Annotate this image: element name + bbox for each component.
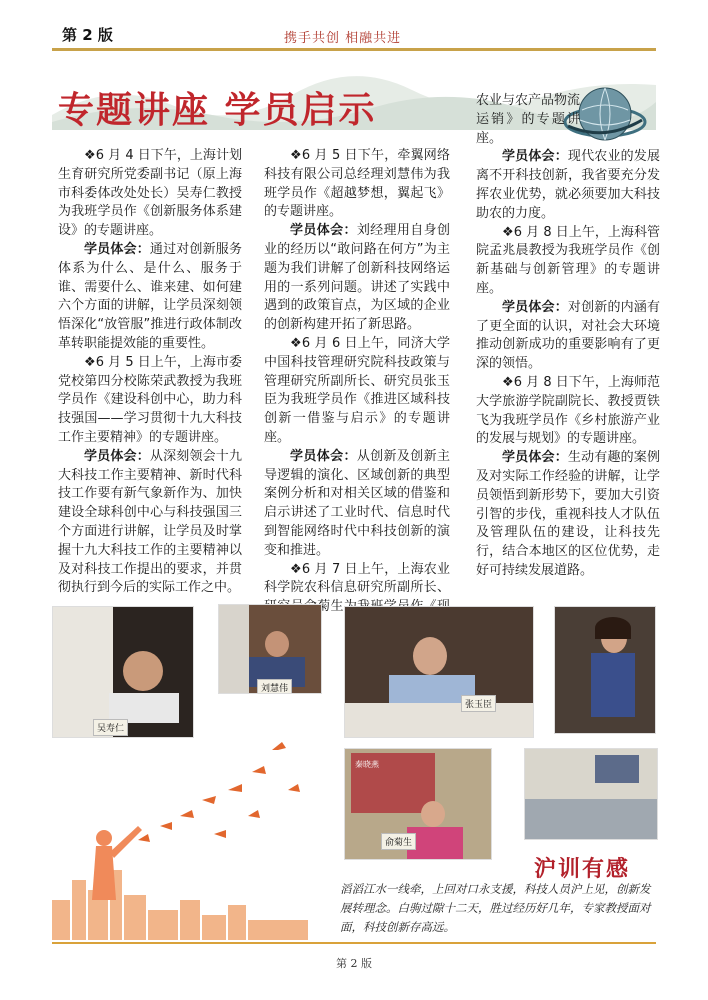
photo-person-head (123, 651, 163, 691)
paragraph-text: 通过对创新服务体系为什么、是什么、服务于谁、需要什么、谁来建、如何建六个方面的讲解，让学员深刻领悟深化“放管服”推进行政体制改革转职能提效能的重要性。 (58, 241, 242, 351)
photo-person-head (265, 631, 289, 657)
photo-person-head (421, 801, 445, 827)
nameplate: 张玉臣 (461, 695, 496, 712)
paragraph (476, 148, 660, 223)
paragraph (264, 147, 450, 222)
edition-label: 第 2 版 (62, 26, 113, 44)
paragraph (58, 354, 242, 448)
birds-silhouette-illustration (52, 730, 342, 940)
header-slogan: 携手共创 相融共进 (284, 31, 402, 46)
paragraph-text: 对创新的内涵有了更全面的认识，对社会大环境推动创新成功的重要影响有了更深的领悟。 (476, 299, 660, 372)
paragraph (476, 224, 660, 299)
motto-title: 沪训有感 (534, 856, 631, 882)
photo-person-hair (595, 617, 631, 639)
lecture-photo-1 (52, 606, 194, 738)
experience-label: 学员体会： (502, 299, 568, 315)
paragraph (58, 147, 242, 241)
experience-label: 学员体会： (290, 448, 357, 464)
page-title: 专题讲座 学员启示 (58, 90, 377, 131)
page-number: 第 2 版 (336, 957, 372, 970)
screen-caption: 秦晓燕 (355, 760, 379, 769)
paragraph-text: ❖6 月 4 日下午，上海计划生育研究所党委副书记（原上海市科委体改处处长）吴寿仁教授为我班学员作《创新服务体系建设》的专题讲座。 (58, 148, 242, 239)
article-column-2 (264, 147, 450, 636)
paragraph-text: ❖6 月 8 日下午，上海师范大学旅游学院副院长、教授贾铁飞为我班学员作《乡村旅游产业的发展与规划》的专题讲座。 (476, 374, 660, 447)
lecture-photo-5 (344, 748, 492, 860)
lecture-photo-6 (524, 748, 658, 840)
paragraph (58, 448, 242, 598)
experience-label: 学员体会： (502, 450, 568, 466)
footer-rule (52, 942, 656, 944)
paragraph (264, 335, 450, 448)
lecture-photo-3 (344, 606, 534, 738)
nameplate: 吴寿仁 (93, 719, 128, 736)
photo-desk (345, 703, 533, 737)
paragraph (264, 222, 450, 335)
paragraph-text: 现代农业的发展离不开科技创新，我省要充分发挥农业优势，就必须要加大科技助农的力度。 (476, 149, 660, 221)
paragraph-text: 从创新及创新主导逻辑的演化、区域创新的典型案例分析和对相关区域的借鉴和启示讲述了工业时代、信息时代到智能网络时代中科技创新的演变和推进。 (264, 448, 450, 558)
paragraph-text: 农业与农产品物流运销》的专题讲座。 (476, 93, 581, 146)
paragraph-text: 刘经理用自身创业的经历以“敢问路在何方”为主题为我们讲解了创新科技网络运用的一系列问题。讲述了实践中遇到的政策盲点，为区域的企业的创新构建开拓了新思路。 (264, 223, 450, 333)
photo-screen (53, 607, 113, 737)
photo-person-body (591, 653, 635, 717)
paragraph-text: ❖6 月 8 日上午，上海科管院孟兆晨教授为我班学员作《创新基础与创新管理》的专题讲座。 (476, 224, 660, 296)
nameplate: 刘慧伟 (257, 679, 292, 694)
paragraph-text: 生动有趣的案例及对实际工作经验的讲解，让学员领悟到新形势下，要加大引资引智的步伐，重视科技人才队伍及管理队伍的建设，让科技先行，结合本地区的区位优势，走好可持续发展道路。 (476, 450, 660, 578)
paragraph-text: ❖6 月 5 日下午，牵翼网络科技有限公司总经理刘慧伟为我班学员作《超越梦想，翼起飞》的专题讲座。 (264, 148, 450, 220)
paragraph-text: ❖6 月 6 日上午，同济大学中国科技管理研究院科技政策与管理研究所副所长、研究员张玉臣为我班学员作《推进区域科技创新一借鉴与启示》的专题讲座。 (264, 335, 450, 445)
paragraph-text: 从深刻领会十九大科技工作主要精神、新时代科技工作要有新气象新作为、加快建设全球科创中心与科技强国三个方面进行讲解，让学员及时掌握十九大科技工作的主要精神以及对科技工作提出的要求，并贯彻执行到今后的实际工作之中。 (58, 448, 242, 596)
experience-label: 学员体会： (84, 448, 150, 464)
lecture-photo-4 (554, 606, 656, 734)
photo-screen (219, 605, 249, 693)
paragraph (476, 449, 660, 581)
paragraph (264, 448, 450, 561)
photo-person-head (413, 637, 447, 675)
poem-text: 滔滔江水一线牵，上回对口永支援，科技人员沪上见，创新发展转理念。白驹过隙十二天，胜过经历好几年，专家教授面对面，科技创新存高远。 (340, 882, 651, 934)
article-column-1 (58, 147, 242, 598)
experience-label: 学员体会： (290, 223, 357, 239)
article-column-3 (476, 92, 660, 581)
nameplate: 俞菊生 (381, 833, 416, 850)
paragraph-text: ❖6 月 5 日上午，上海市委党校第四分校陈荣武教授为我班学员作《建设科创中心，助力科技强国——学习贯彻十九大科技工作主要精神》的专题讲座。 (58, 354, 242, 445)
paragraph (476, 299, 660, 374)
paragraph (476, 92, 660, 148)
paragraph (476, 374, 660, 449)
experience-label: 学员体会： (84, 241, 150, 257)
paragraph (58, 241, 242, 354)
lecture-photo-2 (218, 604, 322, 694)
experience-label: 学员体会： (502, 149, 568, 165)
photo-audience (525, 799, 657, 839)
header-rule (52, 48, 656, 51)
photo-screen (595, 755, 639, 783)
paragraph-text: ❖6 月 7 日上午，上海农业科学院农科信息研究所副所长、 菊生 (264, 561, 450, 615)
